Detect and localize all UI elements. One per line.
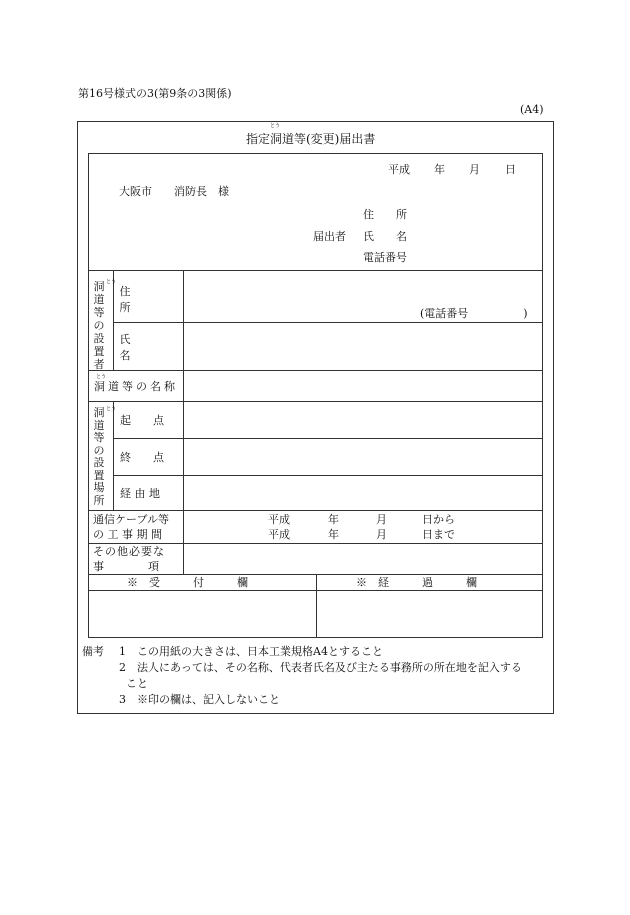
rule-location-section bbox=[113, 401, 114, 510]
form-number: 第16号様式の3(第9条の3関係) bbox=[78, 87, 232, 100]
notifier-label: 届出者 bbox=[313, 230, 346, 243]
period-from-year: 年 bbox=[328, 513, 339, 526]
note-1-num: 1 bbox=[119, 645, 126, 658]
other-label-1: その他必要な bbox=[93, 545, 165, 558]
date-month: 月 bbox=[469, 163, 480, 176]
installer-phone-note: (電話番号 ) bbox=[420, 307, 528, 320]
notifier-phone-label: 電話番号 bbox=[363, 251, 407, 264]
rule-header-bottom bbox=[88, 270, 543, 271]
notifier-name-label: 氏 名 bbox=[363, 230, 407, 243]
notifier-address-label: 住 所 bbox=[363, 208, 407, 221]
note-1-text: この用紙の大きさは、日本工業規格A4とすること bbox=[137, 645, 383, 658]
progress-column-header: ※ 経 過 欄 bbox=[356, 576, 477, 589]
period-from-day: 日から bbox=[422, 513, 455, 526]
paper-size-label: (A4) bbox=[520, 103, 544, 116]
period-to-year: 年 bbox=[328, 528, 339, 541]
date-year: 年 bbox=[434, 163, 445, 176]
installer-section-label: 洞道等の設置者 bbox=[93, 280, 105, 371]
note-3-num: 3 bbox=[119, 693, 126, 706]
form-title: 指定洞道等(変更)届出書 bbox=[246, 132, 376, 146]
rule-reception-divider bbox=[316, 574, 317, 638]
tunnel-name-ruby: とう bbox=[96, 374, 107, 380]
rule-installer-bottom bbox=[88, 370, 543, 371]
period-to-era: 平成 bbox=[268, 528, 290, 541]
period-label-1: 通信ケーブル等 bbox=[93, 513, 170, 526]
addressee: 大阪市 消防長 様 bbox=[119, 185, 229, 198]
title-ruby: とう bbox=[270, 123, 281, 129]
date-day: 日 bbox=[505, 163, 516, 176]
location-via-label: 経 由 地 bbox=[120, 487, 160, 500]
rule-period-bottom bbox=[88, 543, 543, 544]
date-era: 平成 bbox=[388, 163, 410, 176]
installer-address-label: 住所 bbox=[119, 285, 131, 314]
note-2-num: 2 bbox=[119, 661, 126, 674]
location-start-label: 起 点 bbox=[120, 414, 164, 427]
note-3-text: ※印の欄は、記入しないこと bbox=[137, 693, 280, 706]
notes-title: 備考 bbox=[82, 645, 104, 658]
rule-name-bottom bbox=[88, 401, 543, 402]
installer-name-label: 氏名 bbox=[119, 333, 131, 362]
rule-installer-mid bbox=[113, 322, 543, 323]
period-label-2: の 工 事 期 間 bbox=[93, 528, 162, 541]
rule-end-bottom bbox=[113, 475, 543, 476]
location-end-label: 終 点 bbox=[120, 451, 164, 464]
rule-location-bottom bbox=[88, 510, 543, 511]
tunnel-name-label: 洞道等の名称 bbox=[94, 380, 178, 393]
period-from-era: 平成 bbox=[268, 513, 290, 526]
period-to-day: 日まで bbox=[422, 528, 455, 541]
location-ruby: とう bbox=[106, 406, 117, 412]
period-from-month: 月 bbox=[376, 513, 387, 526]
location-section-label: 洞道等の設置場所 bbox=[93, 406, 105, 507]
rule-start-bottom bbox=[113, 438, 543, 439]
rule-installer-section bbox=[113, 270, 114, 370]
note-2-text: 法人にあっては、その名称、代表者氏名及び主たる事務所の所在地を記入する bbox=[137, 661, 522, 674]
other-label-2: 事 項 bbox=[93, 560, 159, 573]
receipt-column-header: ※ 受 付 欄 bbox=[127, 576, 248, 589]
note-2-cont: こと bbox=[126, 677, 148, 690]
period-to-month: 月 bbox=[376, 528, 387, 541]
rule-label-column bbox=[183, 270, 184, 574]
installer-ruby: とう bbox=[106, 279, 117, 285]
